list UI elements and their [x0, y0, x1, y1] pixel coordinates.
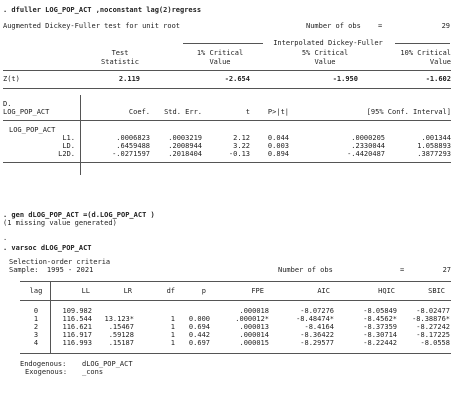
varsoc-exog-value: _cons	[82, 368, 104, 376]
varsoc-sbic: -8.27242	[416, 323, 450, 331]
adf-cv1: -2.654	[224, 75, 250, 83]
reg-se: .2018404	[168, 150, 202, 158]
varsoc-sample: Sample: 1995 - 2021	[9, 266, 94, 274]
adf-col-cv5-l1: 5% Critical	[301, 49, 349, 57]
varsoc-sbic: -8.17225	[416, 331, 450, 339]
interp-header: Interpolated Dickey-Fuller	[263, 39, 393, 47]
reg-p: 0.044	[267, 134, 289, 142]
varsoc-p: 0.694	[188, 323, 210, 331]
adf-nobs-value: 29	[441, 22, 450, 30]
varsoc-hqic: -8.22442	[363, 339, 397, 347]
varsoc-sbic: -8.38876*	[412, 315, 450, 323]
varsoc-sbic: -8.02477	[416, 307, 450, 315]
reg-ci-hi: 1.058893	[417, 142, 451, 150]
varsoc-lag: 1	[33, 315, 39, 323]
adf-nobs-label: Number of obs	[306, 22, 361, 30]
reg-row-label: L1.	[62, 134, 75, 142]
varsoc-hqic: -8.30714	[363, 331, 397, 339]
varsoc-ll: 116.993	[62, 339, 92, 347]
adf-header-rule	[3, 70, 451, 71]
reg-row-label: LD.	[62, 142, 75, 150]
adf-col-cv1-l1: 1% Critical	[196, 49, 244, 57]
varsoc-df: 1	[170, 339, 175, 347]
varsoc-sbic: -8.0558	[420, 339, 450, 347]
adf-col-cv1-l2: Value	[209, 58, 231, 66]
gen-note: (1 missing value generated)	[3, 219, 117, 227]
varsoc-lr: .59128	[108, 331, 134, 339]
interp-rule-left	[183, 43, 273, 44]
adf-title: Augmented Dickey-Fuller test for unit root	[3, 22, 181, 30]
gen-command: . gen dLOG_POP_ACT =(d.LOG_POP_ACT )	[3, 211, 155, 219]
varsoc-col-p: p	[201, 287, 206, 295]
varsoc-output-panel	[0, 200, 455, 405]
adf-col-cv10-l2: Value	[429, 58, 451, 66]
adf-cv5: -1.950	[332, 75, 358, 83]
varsoc-fpe: .000013	[239, 323, 269, 331]
varsoc-aic: -8.36422	[300, 331, 334, 339]
reg-se: .0003219	[168, 134, 202, 142]
varsoc-fpe: .000015	[239, 339, 269, 347]
varsoc-lag: 2	[33, 323, 39, 331]
varsoc-aic: -8.29577	[300, 339, 334, 347]
varsoc-header-rule	[20, 300, 451, 301]
adf-col-cv5-l2: Value	[314, 58, 336, 66]
varsoc-lag: 4	[33, 339, 39, 347]
reg-bottom-rule	[3, 162, 451, 163]
varsoc-exog-label: Exogenous:	[25, 368, 68, 376]
varsoc-ll: 116.621	[62, 323, 92, 331]
varsoc-endog-value: dLOG_POP_ACT	[82, 360, 133, 368]
adf-nobs-eq: =	[378, 22, 383, 30]
varsoc-hqic: -8.37359	[363, 323, 397, 331]
varsoc-aic: -8.4164	[304, 323, 334, 331]
reg-ci-lo: .0000205	[351, 134, 385, 142]
varsoc-bottom-rule	[20, 353, 451, 354]
varsoc-col-sbic: SBIC	[428, 287, 445, 295]
varsoc-nobs-label: Number of obs	[278, 266, 333, 274]
varsoc-fpe: .000012*	[235, 315, 269, 323]
varsoc-fpe: .000018	[239, 307, 269, 315]
varsoc-p: 0.442	[188, 331, 210, 339]
reg-p: 0.894	[267, 150, 289, 158]
adf-col-test-l1: Test	[111, 49, 129, 57]
reg-group-label: LOG_POP_ACT	[9, 126, 56, 134]
reg-header-rule	[3, 120, 451, 121]
reg-coef: -.0271597	[112, 150, 150, 158]
prompt-dot: .	[3, 234, 8, 242]
varsoc-p: 0.000	[188, 315, 210, 323]
varsoc-df: 1	[170, 331, 175, 339]
varsoc-lr: 13.123*	[104, 315, 134, 323]
varsoc-command: . varsoc dLOG_POP_ACT	[3, 244, 92, 252]
reg-t: 2.12	[233, 134, 250, 142]
adf-cv10: -1.602	[425, 75, 451, 83]
varsoc-ll: 116.917	[62, 331, 92, 339]
reg-coef: .6459488	[116, 142, 150, 150]
reg-col-coef: Coef.	[128, 108, 150, 116]
reg-dep-var-l1: D.	[3, 100, 12, 108]
reg-dep-var-l2: LOG_POP_ACT	[3, 108, 50, 116]
varsoc-nobs-value: 27	[442, 266, 451, 274]
varsoc-col-ll: LL	[81, 287, 90, 295]
varsoc-endog-label: Endogenous:	[20, 360, 67, 368]
dfuller-command: . dfuller LOG_POP_ACT ,noconstant lag(2)regress	[3, 6, 202, 14]
varsoc-nobs-eq: =	[400, 266, 405, 274]
varsoc-fpe: .000014	[239, 331, 269, 339]
reg-se: .2008944	[168, 142, 202, 150]
varsoc-aic: -8.07276	[300, 307, 334, 315]
adf-bottom-rule	[3, 88, 451, 89]
varsoc-col-aic: AIC	[317, 287, 330, 295]
reg-col-se: Std. Err.	[164, 108, 202, 116]
interp-rule-right	[395, 43, 450, 44]
varsoc-lag: 3	[33, 331, 39, 339]
reg-ci-lo: .2330044	[351, 142, 385, 150]
reg-row-label: L2D.	[58, 150, 75, 158]
reg-ci-hi: .3877293	[417, 150, 451, 158]
varsoc-aic: -8.48474*	[296, 315, 334, 323]
adf-row-label: Z(t)	[3, 75, 20, 83]
varsoc-df: 1	[170, 315, 175, 323]
reg-p: 0.003	[267, 142, 289, 150]
varsoc-df: 1	[170, 323, 175, 331]
reg-col-ci: [95% Conf. Interval]	[366, 108, 451, 116]
varsoc-hqic: -8.4562*	[363, 315, 397, 323]
varsoc-col-hqic: HQIC	[378, 287, 395, 295]
varsoc-col-lag: lag	[29, 287, 43, 295]
varsoc-lag: 0	[33, 307, 39, 315]
reg-ci-lo: -.4420487	[347, 150, 385, 158]
varsoc-hqic: -8.05849	[363, 307, 397, 315]
varsoc-criteria: Selection-order criteria	[9, 258, 111, 266]
varsoc-lr: .15467	[108, 323, 134, 331]
reg-stub-divider	[80, 95, 81, 175]
adf-stat: 2.119	[118, 75, 140, 83]
varsoc-p: 0.697	[188, 339, 210, 347]
varsoc-top-rule	[20, 281, 451, 282]
varsoc-lr: .15187	[108, 339, 134, 347]
varsoc-col-fpe: FPE	[251, 287, 264, 295]
reg-col-t: t	[245, 108, 250, 116]
varsoc-ll: 116.544	[62, 315, 92, 323]
varsoc-ll: 109.982	[62, 307, 92, 315]
varsoc-col-lr: LR	[123, 287, 132, 295]
reg-t: 3.22	[233, 142, 250, 150]
adf-col-test-l2: Statistic	[101, 58, 139, 66]
varsoc-col-df: df	[166, 287, 175, 295]
adf-col-cv10-l1: 10% Critical	[400, 49, 451, 57]
reg-t: -0.13	[228, 150, 250, 158]
reg-coef: .0006823	[116, 134, 150, 142]
reg-ci-hi: .001344	[421, 134, 451, 142]
reg-col-p: P>|t|	[267, 108, 289, 116]
varsoc-stub-divider	[50, 282, 51, 354]
